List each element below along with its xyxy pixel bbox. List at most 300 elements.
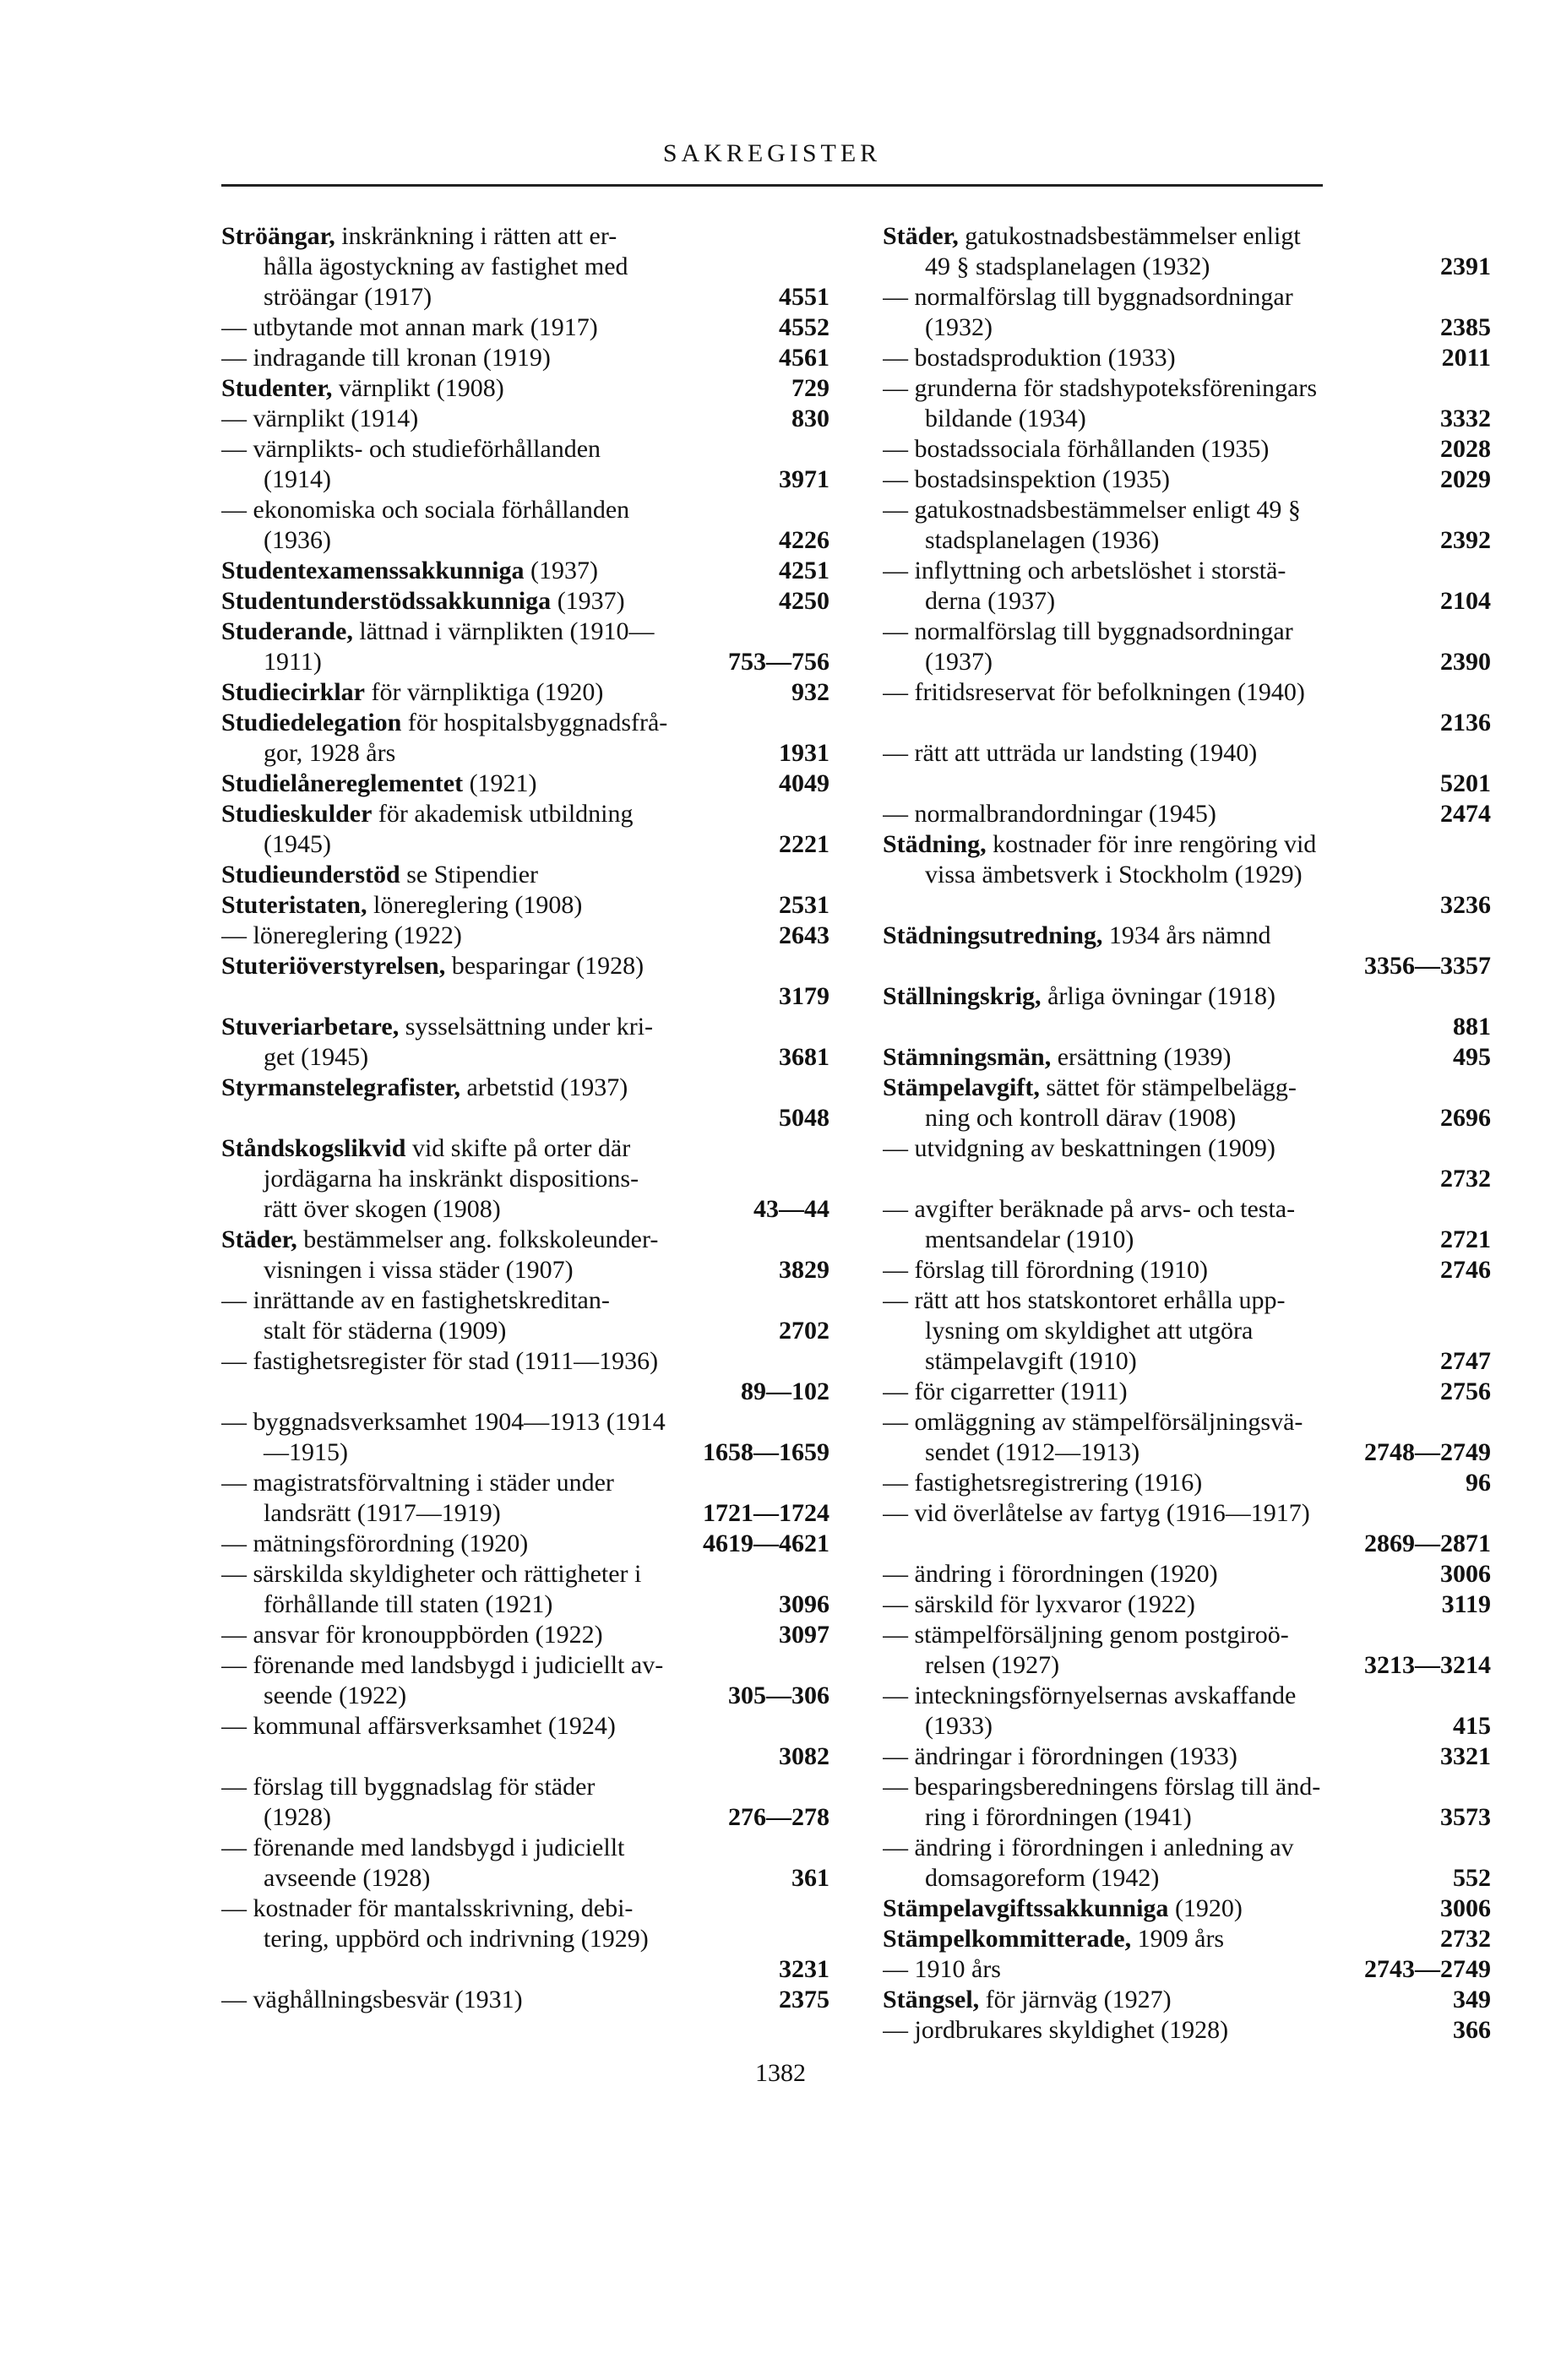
- entry-line: [883, 1042, 1491, 1073]
- entry-text: (1933): [925, 1712, 993, 1740]
- entry-text: stämpelavgift (1910): [925, 1347, 1137, 1375]
- entry-page-ref: 2732: [1440, 1925, 1491, 1953]
- entry-text: — förslag till förordning (1910): [883, 1256, 1208, 1284]
- entry-page-ref: 4551: [779, 283, 829, 311]
- entry-page-ref: 3119: [1441, 1590, 1491, 1618]
- entry-line: [883, 1316, 1491, 1346]
- entry-line: [221, 312, 829, 343]
- entry-page-ref: 4561: [779, 344, 829, 372]
- index-entry: [883, 1498, 1491, 1559]
- entry-text: förhållande till staten (1921): [264, 1590, 553, 1618]
- entry-line: [883, 1863, 1491, 1894]
- entry-page-ref: 2743—2749: [1364, 1955, 1491, 1983]
- index-entry: [221, 1073, 829, 1133]
- index-entry: [221, 951, 829, 1012]
- index-entry: [221, 1559, 829, 1620]
- entry-line: [883, 1954, 1491, 1985]
- entry-page-ref: 2696: [1440, 1104, 1491, 1132]
- entry-line: [221, 1711, 829, 1742]
- entry-page-ref: 2746: [1440, 1256, 1491, 1284]
- entry-line: [221, 343, 829, 373]
- index-entry: [883, 981, 1491, 1042]
- index-entry: [883, 1681, 1491, 1742]
- index-entry: [883, 1073, 1491, 1133]
- entry-line: [221, 404, 829, 434]
- entry-line: [883, 556, 1491, 586]
- entry-line: [221, 252, 829, 282]
- entry-text: vissa ämbetsverk i Stockholm (1929): [925, 861, 1303, 888]
- entry-line: [221, 373, 829, 404]
- page-number: 1382: [755, 2059, 806, 2087]
- entry-text: — inflyttning och arbetslöshet i storstä-: [883, 557, 1286, 584]
- entry-line: [221, 495, 829, 525]
- index-entry: [221, 860, 829, 890]
- entry-page-ref: 4049: [779, 769, 829, 797]
- index-entry: [883, 1772, 1491, 1833]
- entry-page-ref: 729: [791, 374, 829, 402]
- index-entry: [221, 890, 829, 921]
- entry-line: [883, 1924, 1491, 1954]
- entry-line: [221, 617, 829, 647]
- entry-line: [883, 647, 1491, 677]
- index-entry: [221, 1620, 829, 1650]
- index-entry: [221, 1225, 829, 1285]
- entry-line: [221, 738, 829, 769]
- entry-headword: Stämpelkommitterade,: [883, 1925, 1132, 1953]
- entry-line: [221, 921, 829, 951]
- entry-text: lysning om skyldighet att utgöra: [925, 1317, 1254, 1345]
- entry-line: [221, 1802, 829, 1833]
- entry-text: — utvidgning av beskattningen (1909): [883, 1134, 1275, 1162]
- entry-line: [221, 1620, 829, 1650]
- entry-page-ref: 366: [1453, 2016, 1491, 2044]
- entry-line: [883, 1437, 1491, 1468]
- entry-text: — jordbrukares skyldighet (1928): [883, 2016, 1229, 2044]
- entry-page-ref: 3096: [779, 1590, 829, 1618]
- entry-page-ref: 2028: [1440, 435, 1491, 463]
- entry-page-ref: 3006: [1440, 1894, 1491, 1922]
- index-entry: [221, 1711, 829, 1772]
- entry-line: [883, 1164, 1491, 1194]
- index-entry: [221, 556, 829, 586]
- entry-text: — utbytande mot annan mark (1917): [221, 313, 598, 341]
- entry-page-ref: 5048: [779, 1104, 829, 1132]
- entry-page-ref: 932: [791, 678, 829, 706]
- entry-text: ströängar (1917): [264, 283, 432, 311]
- entry-text: landsrätt (1917—1919): [264, 1499, 501, 1527]
- entry-line: [883, 1133, 1491, 1164]
- index-entry: [221, 343, 829, 373]
- entry-text: — stämpelförsäljning genom postgiroö-: [883, 1621, 1289, 1649]
- entry-line: [883, 708, 1491, 738]
- entry-line: [883, 2015, 1491, 2046]
- index-entry: [221, 921, 829, 951]
- entry-text: för hospitalsbyggnadsfrå-: [407, 709, 668, 736]
- entry-text: vid skifte på orter där: [411, 1134, 631, 1162]
- entry-line: [221, 769, 829, 799]
- entry-headword: Stämningsmän,: [883, 1043, 1052, 1071]
- entry-line: [883, 951, 1491, 981]
- entry-page-ref: 3356—3357: [1364, 952, 1491, 980]
- entry-headword: Studielånereglementet: [221, 769, 464, 797]
- entry-line: [221, 1894, 829, 1924]
- entry-headword: Ställningskrig,: [883, 982, 1042, 1010]
- entry-text: mentsandelar (1910): [925, 1225, 1134, 1253]
- entry-text: gatukostnadsbestämmelser enligt: [965, 222, 1301, 250]
- entry-headword: Ståndskogslikvid: [221, 1134, 406, 1162]
- entry-line: [883, 890, 1491, 921]
- entry-line: [221, 1194, 829, 1225]
- entry-text: 1934 års nämnd: [1108, 921, 1271, 949]
- entry-headword: Stängsel,: [883, 1986, 980, 2013]
- entry-page-ref: 2391: [1440, 253, 1491, 280]
- entry-text: (1937): [530, 557, 598, 584]
- index-entry: [221, 617, 829, 677]
- entry-line: [883, 1103, 1491, 1133]
- entry-line: [221, 556, 829, 586]
- index-entry: [883, 1924, 1491, 1954]
- entry-line: [883, 1407, 1491, 1437]
- entry-text: ning och kontroll därav (1908): [925, 1104, 1237, 1132]
- entry-line: [883, 799, 1491, 829]
- entry-text: — normalförslag till byggnadsordningar: [883, 283, 1293, 311]
- entry-line: [883, 1468, 1491, 1498]
- entry-line: [221, 1042, 829, 1073]
- header-rule: [221, 184, 1323, 187]
- entry-page-ref: 3097: [779, 1621, 829, 1649]
- entry-line: [883, 1650, 1491, 1681]
- index-entry: [883, 1559, 1491, 1589]
- index-entry: [221, 434, 829, 495]
- entry-line: [221, 1833, 829, 1863]
- entry-line: [221, 1772, 829, 1802]
- entry-page-ref: 361: [791, 1864, 829, 1892]
- entry-headword: Stuveriarbetare,: [221, 1013, 400, 1041]
- entry-line: [221, 434, 829, 465]
- entry-line: [883, 1255, 1491, 1285]
- entry-page-ref: 2104: [1440, 587, 1491, 615]
- entry-headword: Studieskulder: [221, 800, 373, 828]
- index-entry: [883, 617, 1491, 677]
- entry-page-ref: 830: [791, 405, 829, 432]
- entry-page-ref: 2474: [1440, 800, 1491, 828]
- entry-text: — ansvar för kronouppbörden (1922): [221, 1621, 603, 1649]
- entry-text: — vid överlåtelse av fartyg (1916—1917): [883, 1499, 1310, 1527]
- entry-text: — magistratsförvaltning i städer under: [221, 1469, 614, 1497]
- entry-text: — bostadsinspektion (1935): [883, 465, 1170, 493]
- entry-line: [883, 1620, 1491, 1650]
- entry-line: [221, 1377, 829, 1407]
- entry-text: — bostadssociala förhållanden (1935): [883, 435, 1270, 463]
- entry-headword: Städer,: [883, 222, 959, 250]
- entry-text: sysselsättning under kri-: [405, 1013, 654, 1041]
- entry-page-ref: 3213—3214: [1364, 1651, 1491, 1679]
- entry-line: [883, 1742, 1491, 1772]
- running-header: SAKREGISTER: [662, 139, 882, 167]
- entry-line: [221, 1133, 829, 1164]
- entry-line: [883, 1833, 1491, 1863]
- entry-text: — lönereglering (1922): [221, 921, 462, 949]
- entry-line: [883, 1894, 1491, 1924]
- entry-text: (1937): [925, 648, 993, 676]
- index-entry: [883, 1620, 1491, 1681]
- entry-line: [221, 465, 829, 495]
- entry-line: [221, 1863, 829, 1894]
- entry-line: [221, 1589, 829, 1620]
- entry-headword: Studieunderstöd: [221, 861, 400, 888]
- entry-line: [221, 1346, 829, 1377]
- entry-line: [221, 1073, 829, 1103]
- entry-text: (1932): [925, 313, 993, 341]
- entry-text: besparingar (1928): [451, 952, 645, 980]
- entry-page-ref: 2869—2871: [1364, 1530, 1491, 1557]
- entry-text: — bostadsproduktion (1933): [883, 344, 1176, 372]
- entry-line: [883, 1285, 1491, 1316]
- index-entry: [221, 1012, 829, 1073]
- entry-text: visningen i vissa städer (1907): [264, 1256, 574, 1284]
- entry-text: — värnplikt (1914): [221, 405, 419, 432]
- left-column: [221, 221, 829, 2015]
- entry-line: [221, 1498, 829, 1529]
- entry-page-ref: 415: [1453, 1712, 1491, 1740]
- index-entry: [883, 465, 1491, 495]
- entry-headword: Studerande,: [221, 617, 353, 645]
- entry-text: ring i förordningen (1941): [925, 1803, 1192, 1831]
- entry-line: [883, 221, 1491, 252]
- index-entry: [883, 1255, 1491, 1285]
- entry-text: tering, uppbörd och indrivning (1929): [264, 1925, 649, 1953]
- index-entry: [883, 1042, 1491, 1073]
- index-entry: [883, 1407, 1491, 1468]
- entry-line: [221, 981, 829, 1012]
- entry-headword: Studiecirklar: [221, 678, 365, 706]
- entry-page-ref: 3573: [1440, 1803, 1491, 1831]
- entry-page-ref: 2385: [1440, 313, 1491, 341]
- entry-line: [883, 404, 1491, 434]
- entry-page-ref: 1658—1659: [703, 1438, 829, 1466]
- entry-text: kostnader för inre rengöring vid: [993, 830, 1317, 858]
- entry-text: för järnväg (1927): [985, 1986, 1172, 2013]
- index-entry: [883, 282, 1491, 343]
- entry-line: [883, 921, 1491, 951]
- entry-text: — rätt att hos statskontoret erhålla upp-: [883, 1286, 1286, 1314]
- entry-line: [883, 1377, 1491, 1407]
- entry-line: [883, 312, 1491, 343]
- entry-line: [221, 221, 829, 252]
- entry-line: [221, 829, 829, 860]
- entry-text: — normalbrandordningar (1945): [883, 800, 1216, 828]
- index-entry: [221, 1468, 829, 1529]
- entry-line: [883, 617, 1491, 647]
- entry-page-ref: 2721: [1440, 1225, 1491, 1253]
- index-entry: [221, 769, 829, 799]
- entry-headword: Stämpelavgift,: [883, 1073, 1040, 1101]
- entry-text: (1945): [264, 830, 331, 858]
- index-entry: [883, 1894, 1491, 1924]
- index-entry: [221, 1346, 829, 1407]
- index-entry: [883, 829, 1491, 921]
- entry-line: [883, 343, 1491, 373]
- entry-text: derna (1937): [925, 587, 1056, 615]
- entry-line: [221, 647, 829, 677]
- entry-headword: Städning,: [883, 830, 987, 858]
- index-entry: [221, 1133, 829, 1225]
- entry-headword: Studenter,: [221, 374, 333, 402]
- entry-headword: Studentexamenssakkunniga: [221, 557, 525, 584]
- entry-page-ref: 2756: [1440, 1377, 1491, 1405]
- index-entry: [221, 1833, 829, 1894]
- entry-line: [221, 799, 829, 829]
- entry-line: [883, 252, 1491, 282]
- entry-line: [883, 829, 1491, 860]
- entry-page-ref: 3332: [1440, 405, 1491, 432]
- index-entry: [221, 1529, 829, 1559]
- entry-text: se Stipendier: [406, 861, 539, 888]
- index-entry: [883, 799, 1491, 829]
- entry-text: — kostnader för mantalsskrivning, debi-: [221, 1894, 634, 1922]
- entry-text: värnplikt (1908): [338, 374, 504, 402]
- entry-page-ref: 3829: [779, 1256, 829, 1284]
- entry-line: [883, 586, 1491, 617]
- entry-text: lönereglering (1908): [373, 891, 583, 919]
- entry-line: [221, 1650, 829, 1681]
- index-entry: [221, 404, 829, 434]
- entry-text: ersättning (1939): [1057, 1043, 1232, 1071]
- entry-text: — ekonomiska och sociala förhållanden: [221, 496, 630, 524]
- entry-page-ref: 89—102: [741, 1377, 829, 1405]
- entry-line: [221, 1012, 829, 1042]
- entry-text: bestämmelser ang. folkskoleunder-: [303, 1225, 659, 1253]
- entry-line: [883, 434, 1491, 465]
- entry-line: [883, 282, 1491, 312]
- entry-text: — fastighetsregistrering (1916): [883, 1469, 1203, 1497]
- entry-text: för värnpliktiga (1920): [371, 678, 604, 706]
- entry-text: (1937): [557, 587, 625, 615]
- entry-line: [221, 1529, 829, 1559]
- entry-page-ref: 2221: [779, 830, 829, 858]
- entry-text: 49 § stadsplanelagen (1932): [925, 253, 1210, 280]
- entry-text: relsen (1927): [925, 1651, 1060, 1679]
- index-entry: [221, 1285, 829, 1346]
- index-entry: [883, 1985, 1491, 2015]
- entry-text: — för cigarretter (1911): [883, 1377, 1128, 1405]
- entry-page-ref: 753—756: [728, 648, 829, 676]
- index-entry: [883, 556, 1491, 617]
- entry-text: sättet för stämpelbelägg-: [1046, 1073, 1297, 1101]
- entry-page-ref: 2702: [779, 1317, 829, 1345]
- index-entry: [883, 1589, 1491, 1620]
- index-entry: [221, 1985, 829, 2015]
- entry-page-ref: 5201: [1440, 769, 1491, 797]
- entry-text: — ändring i förordningen (1920): [883, 1560, 1218, 1588]
- entry-text: — förslag till byggnadslag för städer: [221, 1773, 596, 1801]
- index-entry: [221, 312, 829, 343]
- entry-page-ref: 4251: [779, 557, 829, 584]
- entry-page-ref: 3971: [779, 465, 829, 493]
- entry-line: [883, 1346, 1491, 1377]
- entry-line: [883, 495, 1491, 525]
- entry-text: — kommunal affärsverksamhet (1924): [221, 1712, 616, 1740]
- entry-line: [221, 1255, 829, 1285]
- entry-line: [883, 1194, 1491, 1225]
- entry-text: get (1945): [264, 1043, 369, 1071]
- entry-text: — förenande med landsbygd i judiciellt av-: [221, 1651, 664, 1679]
- entry-page-ref: 305—306: [728, 1682, 829, 1709]
- entry-line: [221, 890, 829, 921]
- entry-text: — grunderna för stadshypoteksföreningars: [883, 374, 1318, 402]
- entry-text: — gatukostnadsbestämmelser enligt 49 §: [883, 496, 1301, 524]
- entry-text: — förenande med landsbygd i judiciellt: [221, 1834, 625, 1861]
- entry-text: — värnplikts- och studieförhållanden: [221, 435, 601, 463]
- entry-line: [221, 860, 829, 890]
- entry-page-ref: 2748—2749: [1364, 1438, 1491, 1466]
- entry-page-ref: 96: [1466, 1469, 1491, 1497]
- index-entry: [883, 1833, 1491, 1894]
- entry-page-ref: 2392: [1440, 526, 1491, 554]
- entry-line: [883, 1559, 1491, 1589]
- entry-page-ref: 2029: [1440, 465, 1491, 493]
- index-entry: [221, 1650, 829, 1711]
- entry-line: [883, 1073, 1491, 1103]
- entry-line: [221, 708, 829, 738]
- entry-page-ref: 4552: [779, 313, 829, 341]
- entry-line: [221, 1924, 829, 1954]
- entry-text: — avgifter beräknade på arvs- och testa-: [883, 1195, 1296, 1223]
- index-entry: [883, 1468, 1491, 1498]
- index-entry: [221, 495, 829, 556]
- entry-page-ref: 3236: [1440, 891, 1491, 919]
- entry-text: jordägarna ha inskränkt dispositions-: [264, 1165, 639, 1193]
- entry-line: [221, 1468, 829, 1498]
- entry-headword: Stämpelavgiftssakkunniga: [883, 1894, 1169, 1922]
- index-entry: [883, 1377, 1491, 1407]
- index-entry: [883, 434, 1491, 465]
- entry-line: [883, 1985, 1491, 2015]
- entry-page-ref: 349: [1453, 1986, 1491, 2013]
- index-entry: [221, 586, 829, 617]
- entry-text: (1928): [264, 1803, 331, 1831]
- entry-headword: Studiedelegation: [221, 709, 402, 736]
- entry-page-ref: 4226: [779, 526, 829, 554]
- entry-text: —1915): [264, 1438, 348, 1466]
- entry-line: [883, 1498, 1491, 1529]
- entry-text: stadsplanelagen (1936): [925, 526, 1160, 554]
- entry-line: [221, 677, 829, 708]
- index-entry: [883, 1954, 1491, 1985]
- index-entry: [883, 1194, 1491, 1255]
- entry-text: — besparingsberedningens förslag till änd-: [883, 1773, 1321, 1801]
- entry-page-ref: 2643: [779, 921, 829, 949]
- entry-line: [221, 951, 829, 981]
- entry-line: [221, 1742, 829, 1772]
- entry-text: — väghållningsbesvär (1931): [221, 1986, 523, 2013]
- entry-text: avseende (1928): [264, 1864, 431, 1892]
- entry-line: [221, 1164, 829, 1194]
- entry-text: — normalförslag till byggnadsordningar: [883, 617, 1293, 645]
- entry-text: domsagoreform (1942): [925, 1864, 1160, 1892]
- entry-line: [883, 1589, 1491, 1620]
- entry-line: [883, 1772, 1491, 1802]
- entry-line: [883, 465, 1491, 495]
- entry-text: — fritidsreservat för befolkningen (1940): [883, 678, 1305, 706]
- entry-text: inskränkning i rätten att er-: [341, 222, 617, 250]
- entry-page-ref: 4619—4621: [703, 1530, 829, 1557]
- index-entry: [221, 677, 829, 708]
- index-entry: [883, 1285, 1491, 1377]
- entry-line: [883, 1802, 1491, 1833]
- entry-page-ref: 3082: [779, 1742, 829, 1770]
- entry-page-ref: 495: [1453, 1043, 1491, 1071]
